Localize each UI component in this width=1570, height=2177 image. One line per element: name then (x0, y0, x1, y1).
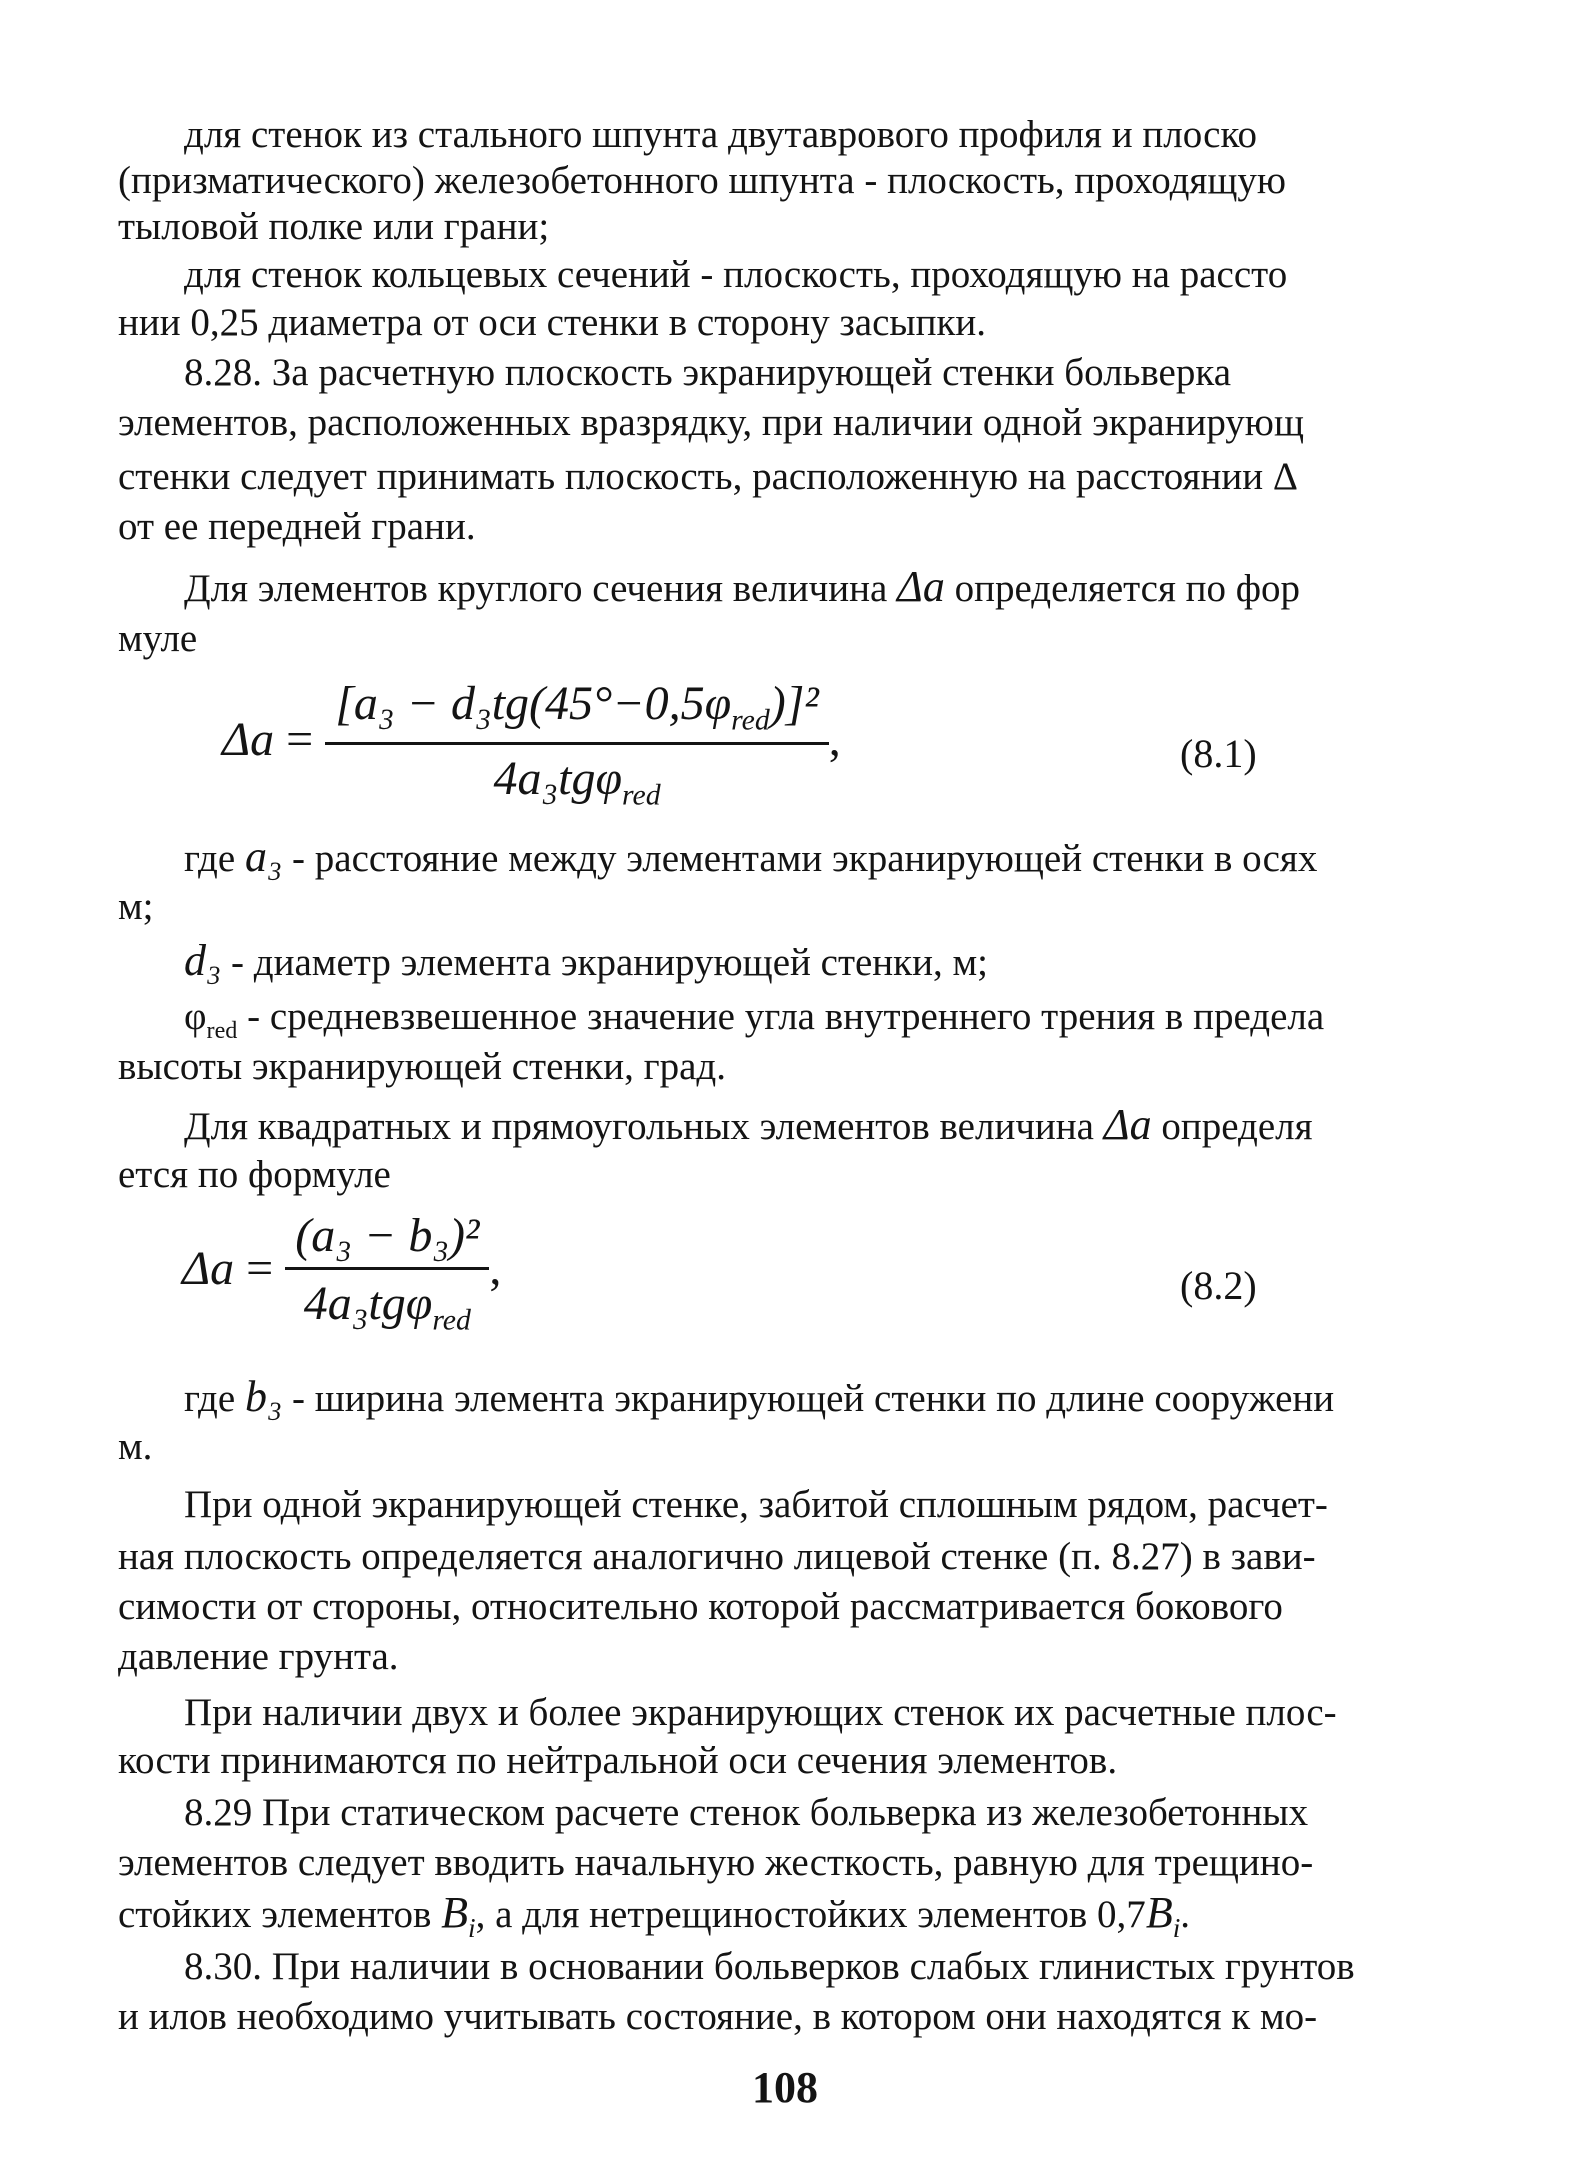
formula-lhs: Δa (222, 713, 275, 767)
equation-number: (8.1) (1180, 731, 1257, 776)
text-line: давление грунта. (118, 1635, 399, 1678)
text-line: ная плоскость определяется аналогично лицевой стенке (п. 8.27) в зави- (118, 1535, 1316, 1578)
text-line: При одной экранирующей стенке, забитой сплошным рядом, расчет- (184, 1483, 1328, 1526)
formula-8-1: Δa = $\frac{[a_3 - d_3tg(45^\circ-0,5\varphi_{red})]^2}{4a_3tg\varphi_{red}}$ , (222, 677, 841, 812)
variable-delta-a: Δa (1103, 1100, 1152, 1149)
text-line: элементов следует вводить начальную жесткость, равную для трещино- (118, 1841, 1314, 1884)
text-line: $\varphi_{red}$ - средневзвешенное значение угла внутреннего трения в предела (184, 995, 1325, 1044)
text-line: симости от стороны, относительно которой рассматривается бокового (118, 1585, 1283, 1628)
formula-numerator: (a₃ − b₃)² (285, 1208, 489, 1270)
text-line: для стенок из стального шпунта двутаврового профиля и плоско (184, 113, 1257, 156)
text-line: (призматического) железобетонного шпунта - плоскость, проходящую (118, 159, 1287, 202)
variable-b3: b₃ (244, 1372, 283, 1421)
variable-a3: a₃ (244, 832, 283, 881)
text-fragment: определяется по фор (944, 567, 1301, 610)
text-line: м. (118, 1425, 153, 1468)
text-line: При наличии двух и более экранирующих стенок их расчетные плос- (184, 1691, 1337, 1734)
formula-lhs: Δa (182, 1241, 235, 1295)
text-line: м; (118, 885, 154, 928)
section-8-28-line: 8.28. За расчетную плоскость экранирующей стенки больверка (184, 351, 1232, 394)
text-fragment: Для элементов круглого сечения величина (184, 567, 898, 610)
variable-bi: $B_i$ (1145, 1888, 1181, 1943)
text-line: элементов, расположенных вразрядку, при наличии одной экранирующ (118, 401, 1304, 444)
formula-fraction (325, 676, 829, 812)
text-line (184, 560, 1300, 616)
variable-d3: d₃ (184, 936, 222, 985)
formula-denominator: 4a₃tgφ$_{red}$ (493, 751, 661, 812)
text-line: высоты экранирующей стенки, град. (118, 1045, 726, 1088)
text-line: муле (118, 617, 198, 660)
text-line: и илов необходимо учитывать состояние, в котором они находятся к мо- (118, 1995, 1318, 2038)
text-line: тыловой полке или грани; (118, 205, 550, 248)
text-line: d₃ - диаметр элемента экранирующей стенки, м; (184, 936, 989, 985)
formula-8-2: Δa = $\frac{\text{(a₃ − b₃)²}}{4a_3tg\varphi_{red}}$ , (182, 1209, 502, 1337)
variable-delta-a: Δa (897, 562, 945, 611)
formula-numerator: $[a_3 - d_3tg(45^\circ-0,5\varphi_{red})]^2$ (325, 676, 829, 745)
text-line: стенки следует принимать плоскость, расположенную на расстоянии Δ (118, 455, 1298, 498)
text-line: кости принимаются по нейтральной оси сечения элементов. (118, 1739, 1118, 1782)
formula-fraction (285, 1208, 489, 1338)
page-number: 108 (752, 2063, 818, 2112)
section-8-29-line: 8.29 При статическом расчете стенок больверка из железобетонных (184, 1791, 1309, 1834)
text-line: где b₃ - ширина элемента экранирующей стенки по длине сооружени (184, 1372, 1335, 1421)
text-line: где a₃ - расстояние между элементами экранирующей стенки в осях (184, 832, 1318, 881)
text-line: от ее передней грани. (118, 505, 476, 548)
text-line: для стенок кольцевых сечений - плоскость, проходящую на рассто (184, 253, 1288, 296)
variable-phi-red: $\varphi_{red}$ (184, 995, 238, 1044)
section-8-30-line: 8.30. При наличии в основании больверков слабых глинистых грунтов (184, 1945, 1355, 1988)
variable-bi: $B_i$ (441, 1888, 476, 1943)
text-line: ется по формуле (118, 1153, 391, 1196)
text-line: Для квадратных и прямоугольных элементов величина Δa определя (184, 1100, 1313, 1149)
text-line: нии 0,25 диаметра от оси стенки в сторону засыпки. (118, 301, 987, 344)
formula-denominator: 4a₃tgφ$_{red}$ (303, 1277, 471, 1337)
text-line: стойких элементов $B_i$, а для нетрещиностойких элементов $0,7B_i$. (118, 1888, 1191, 1943)
equation-number: (8.2) (1180, 1263, 1257, 1308)
